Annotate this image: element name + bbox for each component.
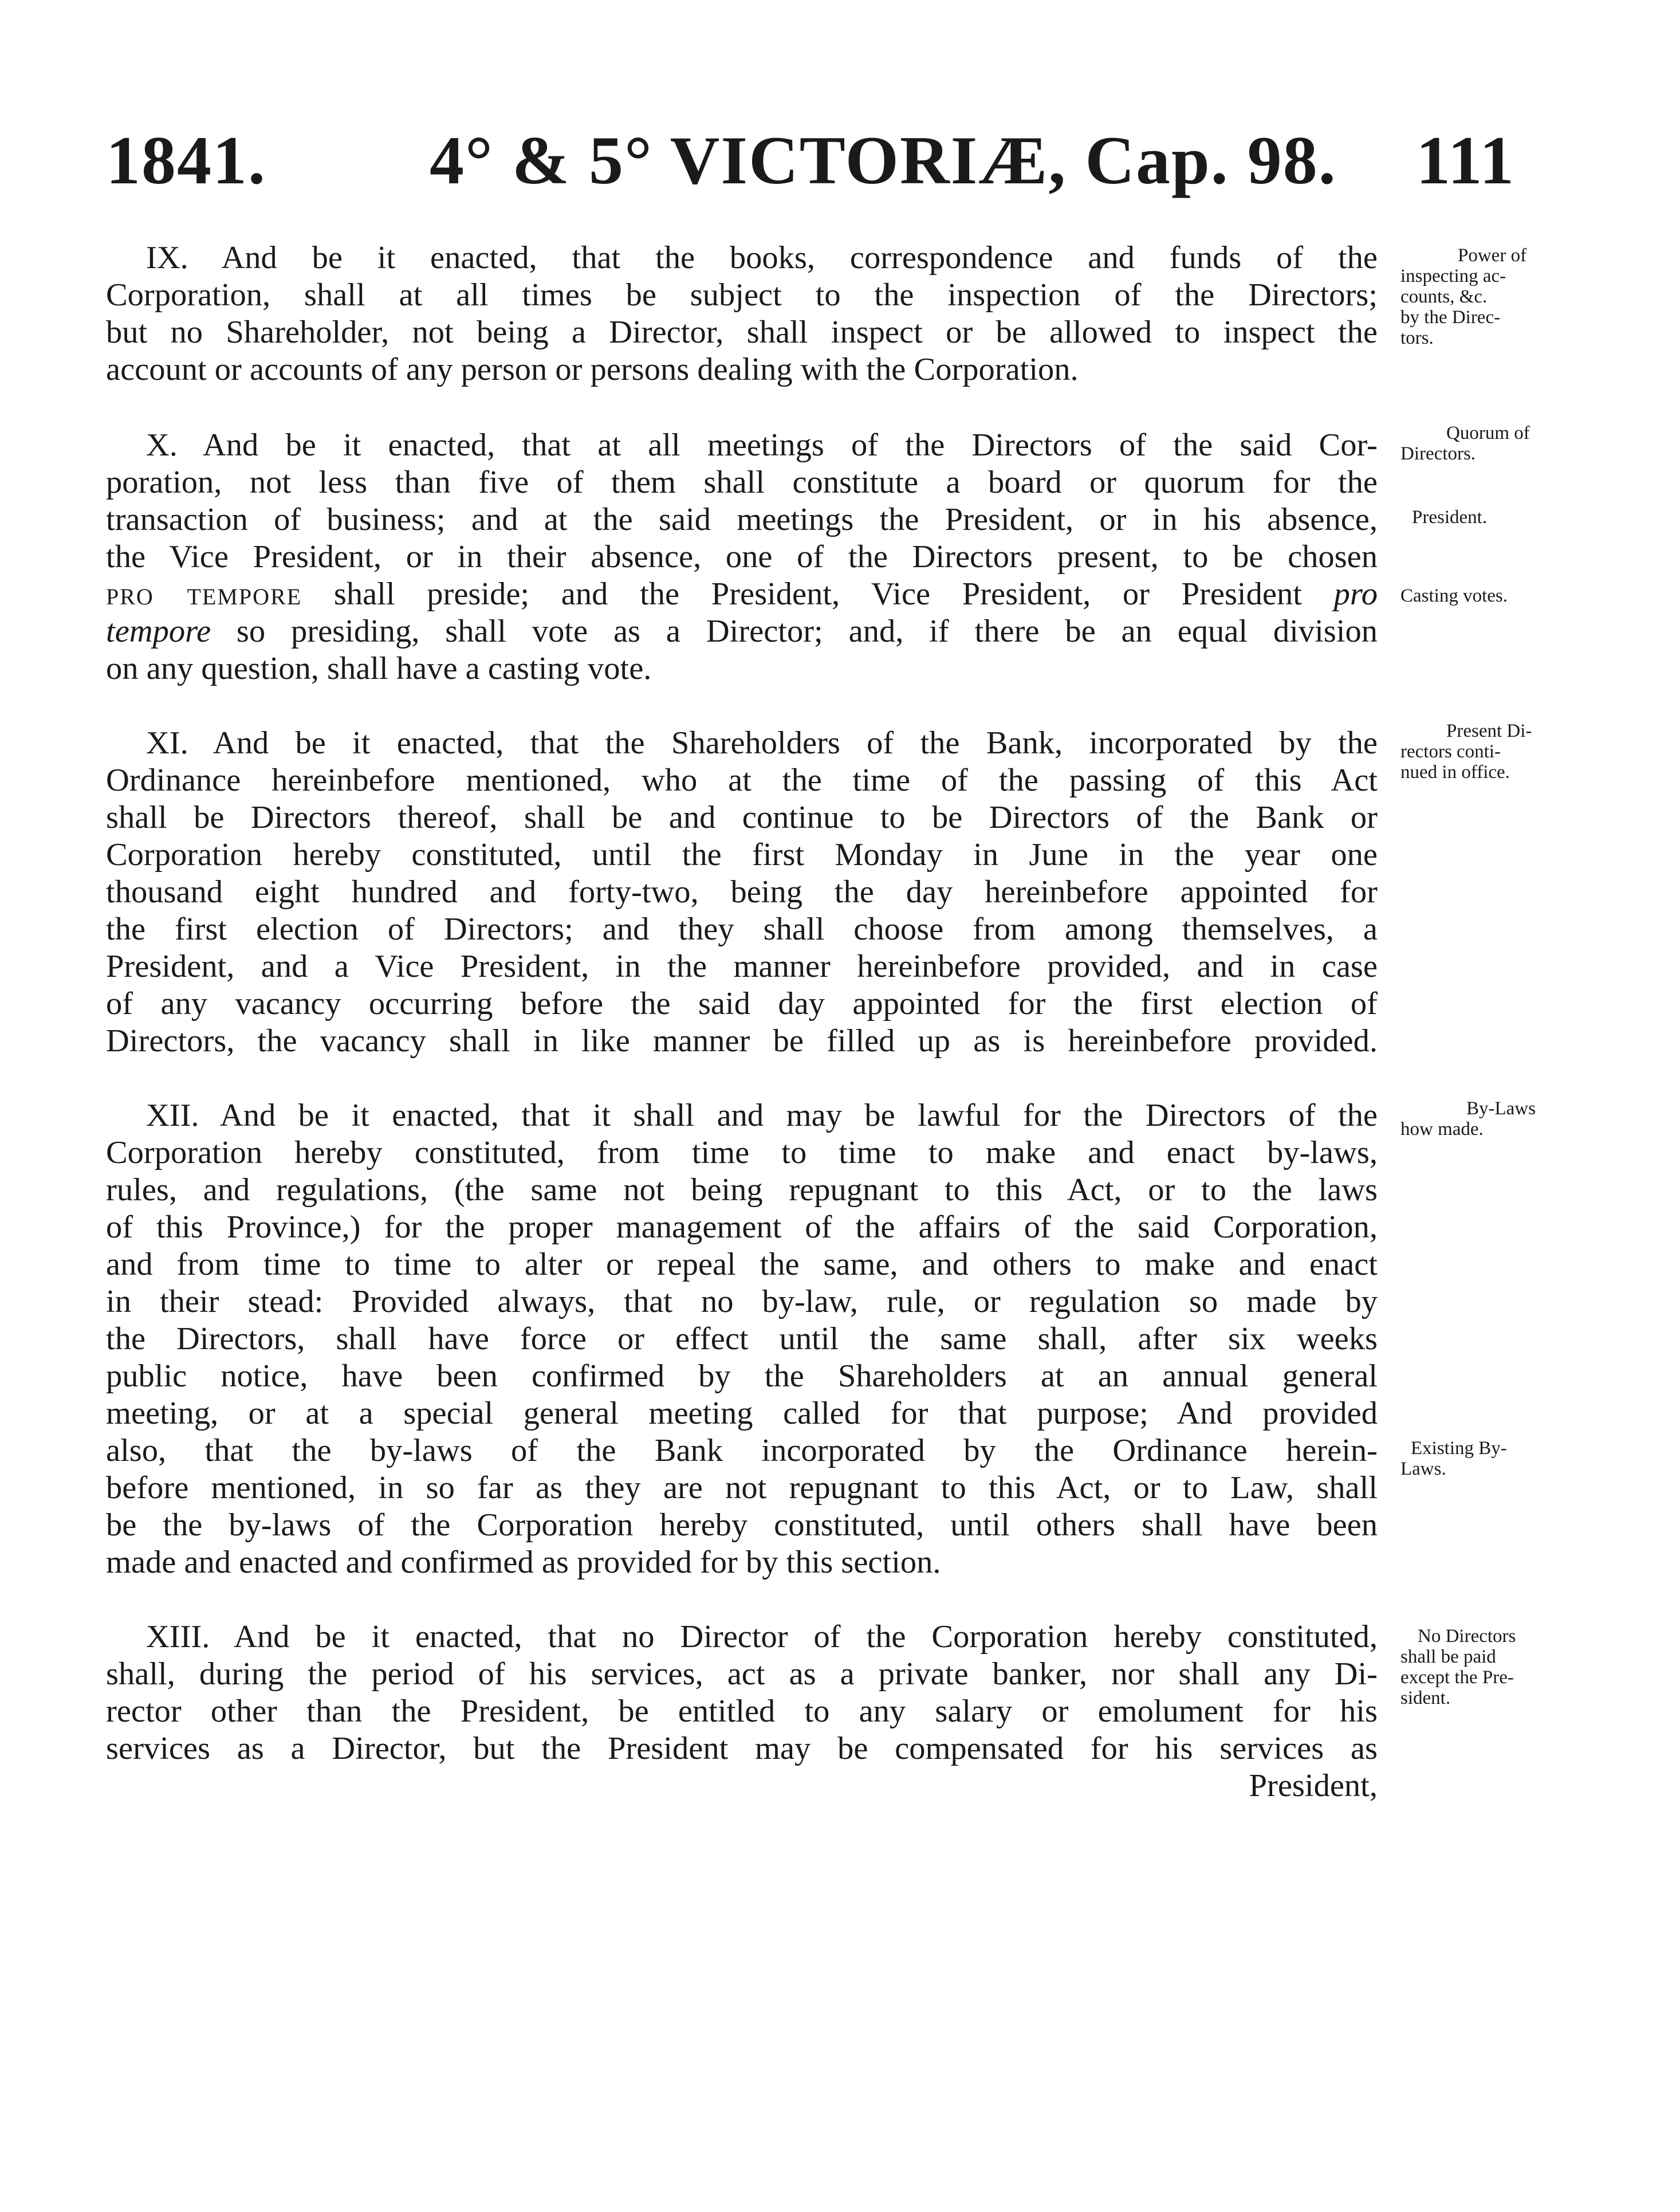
text-line: account or accounts of any person or persons dealing with the Corporation. <box>106 352 1079 387</box>
text-line: Corporation, shall at all times be subject to the inspection of the Directors; <box>106 277 1378 313</box>
text-line: the first election of Directors; and they shall choose from among themselves, a <box>106 911 1378 947</box>
text-line: poration, not less than five of them shall constitute a board or quorum for the <box>106 465 1378 500</box>
text-line: Directors, the vacancy shall in like manner be filled up as is hereinbefore provided. <box>106 1023 1378 1059</box>
text-line: in their stead: Provided always, that no by-law, rule, or regulation so made by <box>106 1284 1378 1319</box>
margin-note-by-laws: By-Laws how made. <box>1400 1098 1536 1140</box>
page-number: 111 <box>1416 122 1515 198</box>
margin-note-no-directors-paid: No Directors shall be paid except the Pre- sident. <box>1400 1626 1516 1708</box>
header-year: 1841. <box>106 122 266 198</box>
text-line: transaction of business; and at the said meetings the President, or in his absence, <box>106 502 1378 537</box>
text-line: rules, and regulations, (the same not being repugnant to this Act, or to the laws <box>106 1172 1378 1208</box>
section-xi <box>106 725 1378 1060</box>
text-line: thousand eight hundred and forty-two, being the day hereinbefore appointed for <box>106 874 1378 910</box>
text-line: shall, during the period of his services, act as a private banker, nor shall any Di- <box>106 1656 1378 1692</box>
margin-note-inspecting-accounts: Power of inspecting ac- counts, &c. by the Direc- tors. <box>1400 245 1527 348</box>
text-line: public notice, have been confirmed by the Shareholders at an annual general <box>106 1358 1378 1394</box>
section-xii <box>106 1097 1378 1581</box>
margin-note-president: President. <box>1412 507 1488 528</box>
catchword: President, <box>1249 1768 1378 1804</box>
text-line: but no Shareholder, not being a Director, shall inspect or be allowed to inspect the <box>106 315 1378 350</box>
text-line: shall be Directors thereof, shall be and continue to be Directors of the Bank or <box>106 800 1378 835</box>
text-line: Corporation hereby constituted, from time to time to make and enact by-laws, <box>106 1135 1378 1170</box>
text-line: meeting, or at a special general meeting called for that purpose; And provided <box>106 1396 1378 1431</box>
running-header <box>106 117 1515 203</box>
text-line: Corporation hereby constituted, until the first Monday in June in the year one <box>106 837 1378 873</box>
margin-note-existing-by-laws: Existing By- Laws. <box>1400 1438 1507 1479</box>
text-line: on any question, shall have a casting vote. <box>106 651 652 686</box>
text-line: President, and a Vice President, in the manner hereinbefore provided, and in case <box>106 949 1378 984</box>
section-ix <box>106 239 1378 388</box>
margin-note-present-directors: Present Di- rectors conti- nued in office. <box>1400 721 1532 783</box>
header-title: 4° & 5° VICTORIÆ, Cap. 98. <box>430 122 1337 198</box>
margin-note-casting-votes: Casting votes. <box>1400 586 1508 606</box>
text-line: also, that the by-laws of the Bank incorporated by the Ordinance herein- <box>106 1433 1378 1468</box>
text-line: XI. And be it enacted, that the Shareholders of the Bank, incorporated by the <box>146 725 1378 761</box>
text-line: pro tempore shall preside; and the President, Vice President, or President pro <box>106 576 1378 612</box>
text-line: rector other than the President, be entitled to any salary or emolument for his <box>106 1694 1378 1729</box>
section-x <box>106 427 1378 687</box>
text-line: of this Province,) for the proper management of the affairs of the said Corporation, <box>106 1209 1378 1245</box>
text-line: be the by-laws of the Corporation hereby constituted, until others shall have been <box>106 1507 1378 1543</box>
text-line: tempore so presiding, shall vote as a Director; and, if there be an equal division <box>106 614 1378 649</box>
margin-note-quorum: Quorum of Directors. <box>1400 423 1530 464</box>
section-xiii <box>106 1618 1378 1805</box>
text-line: IX. And be it enacted, that the books, correspondence and funds of the <box>146 240 1378 276</box>
text-line: the Vice President, or in their absence, one of the Directors present, to be chosen <box>106 539 1378 575</box>
text-line: of any vacancy occurring before the said day appointed for the first election of <box>106 986 1378 1021</box>
text-line: Ordinance hereinbefore mentioned, who at the time of the passing of this Act <box>106 763 1378 798</box>
text-line: X. And be it enacted, that at all meetings of the Directors of the said Cor- <box>146 427 1378 463</box>
text-line: the Directors, shall have force or effect until the same shall, after six weeks <box>106 1321 1378 1357</box>
text-line: XIII. And be it enacted, that no Director of the Corporation hereby constituted, <box>146 1619 1378 1655</box>
text-line: and from time to time to alter or repeal the same, and others to make and enact <box>106 1247 1378 1282</box>
text-line: services as a Director, but the President may be compensated for his services as <box>106 1731 1378 1766</box>
text-line: XII. And be it enacted, that it shall and may be lawful for the Directors of the <box>146 1098 1378 1133</box>
text-line: made and enacted and confirmed as provided for by this section. <box>106 1545 941 1580</box>
text-line: before mentioned, in so far as they are not repugnant to this Act, or to Law, shall <box>106 1470 1378 1506</box>
